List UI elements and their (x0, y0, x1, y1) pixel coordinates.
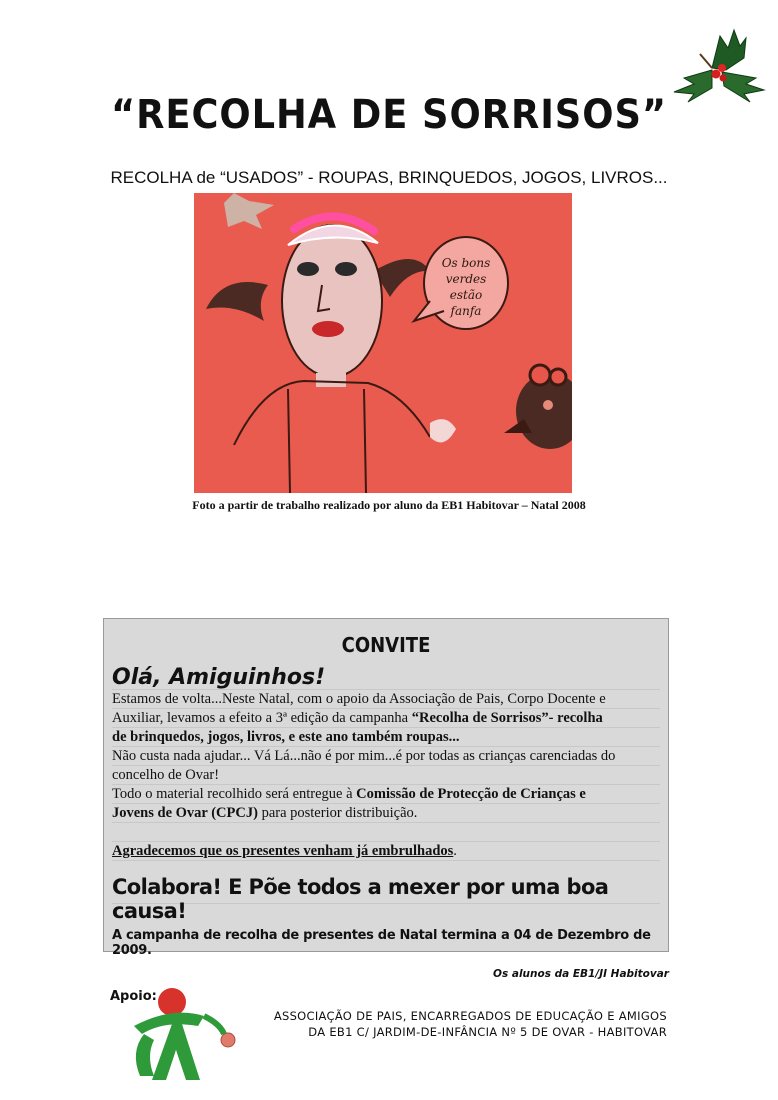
thanks-line (112, 842, 660, 861)
body-line: Estamos de volta...Neste Natal, com o apoio da Associação de Pais, Corpo Docente e (112, 690, 660, 709)
child-drawing-photo (194, 193, 572, 493)
holly-decoration-icon (660, 8, 770, 103)
bubble-text-4: fanfa (450, 304, 482, 318)
invitation-heading: CONVITE (341, 633, 431, 657)
call-to-action: Colabora! E Põe todos a mexer por uma boa causa! (112, 875, 660, 904)
page-subtitle: RECOLHA de “USADOS” - ROUPAS, BRINQUEDOS, JOGOS, LIVROS... (110, 168, 668, 187)
body-text: para posterior distribuição. (257, 805, 418, 821)
invitation-greeting: Olá, Amiguinhos! (112, 665, 660, 690)
campaign-name: “Recolha de Sorrisos”- recolha (411, 710, 603, 726)
thanks-text: Agradecemos que os presentes venham já embrulhados (112, 843, 454, 859)
divider (112, 823, 660, 842)
body-line: Não custa nada ajudar... Vá Lá...não é por mim...é por todas as crianças carenciadas do (112, 747, 660, 766)
photo-caption: Foto a partir de trabalho realizado por aluno da EB1 Habitovar – Natal 2008 (192, 498, 586, 512)
thanks-period: . (453, 843, 457, 859)
body-text: Todo o material recolhido será entregue à (112, 786, 357, 802)
cpcj-name: Jovens de Ovar (CPCJ) (112, 805, 258, 821)
body-line: concelho de Ovar! (112, 766, 660, 785)
body-line (112, 804, 660, 823)
body-line (112, 709, 660, 728)
page-title: “RECOLHA DE SORRISOS” (111, 92, 667, 138)
bubble-text-2: verdes (445, 272, 487, 286)
association-name (274, 1008, 667, 1040)
bubble-text-3: estão (449, 288, 483, 302)
signature: Os alunos da EB1/JI Habitovar (493, 968, 669, 980)
support-label: Apoio: (110, 989, 157, 1004)
association-logo-icon (124, 986, 240, 1082)
bubble-text-1: Os bons (441, 256, 491, 270)
cpcj-name: Comissão de Protecção de Crianças e (356, 786, 586, 802)
campaign-deadline: A campanha de recolha de presentes de Natal termina a 04 de Dezembro de 2009. (112, 928, 651, 958)
association-line: ASSOCIAÇÃO DE PAIS, ENCARREGADOS DE EDUCAÇÃO E AMIGOS (273, 1009, 667, 1023)
invitation-box (103, 618, 669, 958)
invitation-body (112, 690, 660, 823)
body-text: Auxiliar, levamos a efeito a 3ª edição da campanha (112, 710, 412, 726)
association-line: DA EB1 C/ JARDIM-DE-INFÂNCIA Nº 5 DE OVAR - HABITOVAR (308, 1025, 667, 1039)
body-line (112, 785, 660, 804)
body-line: de brinquedos, jogos, livros, e este ano também roupas... (112, 728, 660, 747)
